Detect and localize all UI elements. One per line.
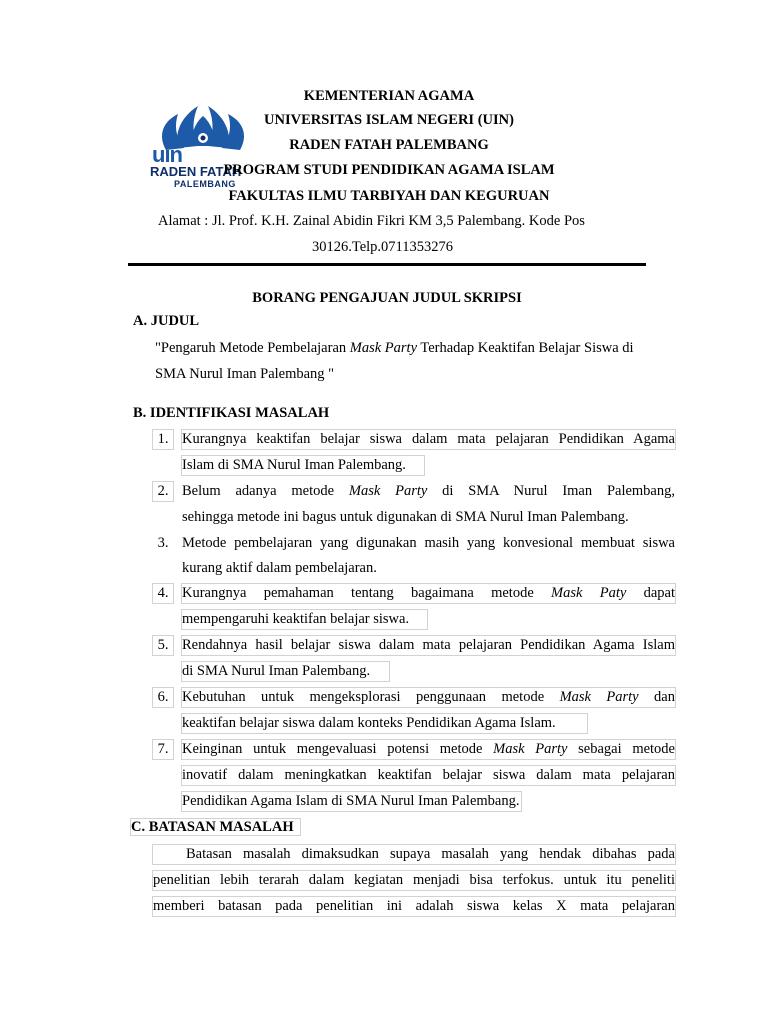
letterhead-address-line1: Alamat : Jl. Prof. K.H. Zainal Abidin Fikri KM 3,5 Palembang. Kode Pos bbox=[158, 213, 585, 229]
list-item-method-name: Mask Party bbox=[348, 483, 428, 499]
letterhead-program: PROGRAM STUDI PENDIDIKAN AGAMA ISLAM bbox=[223, 162, 555, 178]
title-text: "Pengaruh Metode Pembelajaran bbox=[155, 340, 350, 356]
list-item-line bbox=[182, 740, 675, 759]
list-item-line: kurang aktif dalam pembelajaran. bbox=[182, 560, 377, 576]
section-c-label: C. BATASAN MASALAH bbox=[131, 819, 300, 835]
list-item-text: dan bbox=[638, 689, 675, 705]
list-item-number: 7. bbox=[153, 740, 173, 759]
letterhead-university: UNIVERSITAS ISLAM NEGERI (UIN) bbox=[264, 112, 514, 128]
paragraph-text: penelitian lebih terarah dalam kegiatan menjadi bisa terfokus. untuk itu peneliti bbox=[153, 872, 675, 888]
list-item-number: 4. bbox=[153, 584, 173, 603]
paragraph-line bbox=[153, 845, 675, 864]
list-item-line: Kurangnya keaktifan belajar siswa dalam mata pelajaran Pendidikan Agama bbox=[182, 431, 675, 447]
paragraph-text: memberi batasan pada penelitian ini adalah siswa kelas X mata pelajaran bbox=[153, 898, 675, 914]
list-item-line bbox=[182, 584, 675, 603]
section-a-title-line2: SMA Nurul Iman Palembang " bbox=[155, 366, 335, 382]
list-item-text: Keinginan untuk mengevaluasi potensi metode bbox=[182, 741, 494, 757]
list-item-line: sehingga metode ini bagus untuk digunakan di SMA Nurul Iman Palembang. bbox=[182, 509, 629, 525]
list-item-line bbox=[182, 482, 675, 501]
section-b-heading: B. IDENTIFIKASI MASALAH bbox=[133, 405, 330, 421]
logo-text-raden-fatah: RADEN FATAH bbox=[150, 164, 242, 179]
list-item-line: inovatif dalam meningkatkan keaktifan belajar siswa dalam mata pelajaran bbox=[182, 767, 675, 783]
logo-text-palembang: PALEMBANG bbox=[174, 179, 236, 189]
list-item-line: Islam di SMA Nurul Iman Palembang. bbox=[182, 456, 424, 475]
letterhead-faculty: FAKULTAS ILMU TARBIYAH DAN KEGURUAN bbox=[228, 188, 550, 204]
letterhead-divider bbox=[128, 263, 646, 266]
list-item-text: Kurangnya pemahaman tentang bagaimana metode bbox=[182, 585, 552, 601]
logo-text-uin: uin bbox=[152, 142, 182, 167]
letterhead-address-line2: 30126.Telp.0711353276 bbox=[312, 239, 454, 255]
list-item-number: 3. bbox=[157, 535, 169, 551]
list-item-text: Kebutuhan untuk mengeksplorasi penggunaan metode bbox=[182, 689, 560, 705]
paragraph-line bbox=[153, 871, 675, 890]
section-c-heading bbox=[131, 819, 300, 836]
list-item-method-name: Mask Party bbox=[493, 741, 568, 757]
title-method-name: Mask Party bbox=[349, 340, 418, 356]
list-item-text: sebagai metode bbox=[567, 741, 675, 757]
list-item-line: di SMA Nurul Iman Palembang. bbox=[182, 662, 389, 681]
list-item-number: 5. bbox=[153, 636, 173, 655]
list-item-text: di SMA Nurul Iman Palembang, bbox=[427, 483, 675, 499]
section-a-heading: A. JUDUL bbox=[133, 313, 200, 329]
list-item-number: 6. bbox=[153, 688, 173, 707]
list-item-method-name: Mask Paty bbox=[551, 585, 627, 601]
list-item-number: 1. bbox=[153, 430, 173, 449]
list-item-number: 2. bbox=[153, 482, 173, 501]
list-item-line: Metode pembelajaran yang digunakan masih yang konvesional membuat siswa bbox=[182, 535, 675, 551]
paragraph-text: Batasan masalah dimaksudkan supaya masalah yang hendak dibahas pada bbox=[186, 846, 675, 862]
list-item-line: Rendahnya hasil belajar siswa dalam mata pelajaran Pendidikan Agama Islam bbox=[182, 637, 675, 653]
letterhead-campus: RADEN FATAH PALEMBANG bbox=[289, 137, 489, 153]
letterhead-ministry: KEMENTERIAN AGAMA bbox=[303, 88, 475, 104]
list-item-line bbox=[182, 688, 675, 707]
paragraph-line bbox=[153, 897, 675, 916]
list-item-line: Pendidikan Agama Islam di SMA Nurul Iman Palembang. bbox=[182, 793, 520, 809]
title-text: Terhadap Keaktifan Belajar Siswa di bbox=[417, 340, 634, 356]
section-a-title-line1 bbox=[155, 340, 675, 357]
list-item-method-name: Mask Party bbox=[559, 689, 639, 705]
form-title: BORANG PENGAJUAN JUDUL SKRIPSI bbox=[252, 290, 522, 306]
list-item-line: keaktifan belajar siswa dalam konteks Pendidikan Agama Islam. bbox=[182, 714, 587, 733]
list-item-text: dapat bbox=[626, 585, 675, 601]
list-item-line: mempengaruhi keaktifan belajar siswa. bbox=[182, 610, 427, 629]
list-item-text: Belum adanya metode bbox=[182, 483, 349, 499]
